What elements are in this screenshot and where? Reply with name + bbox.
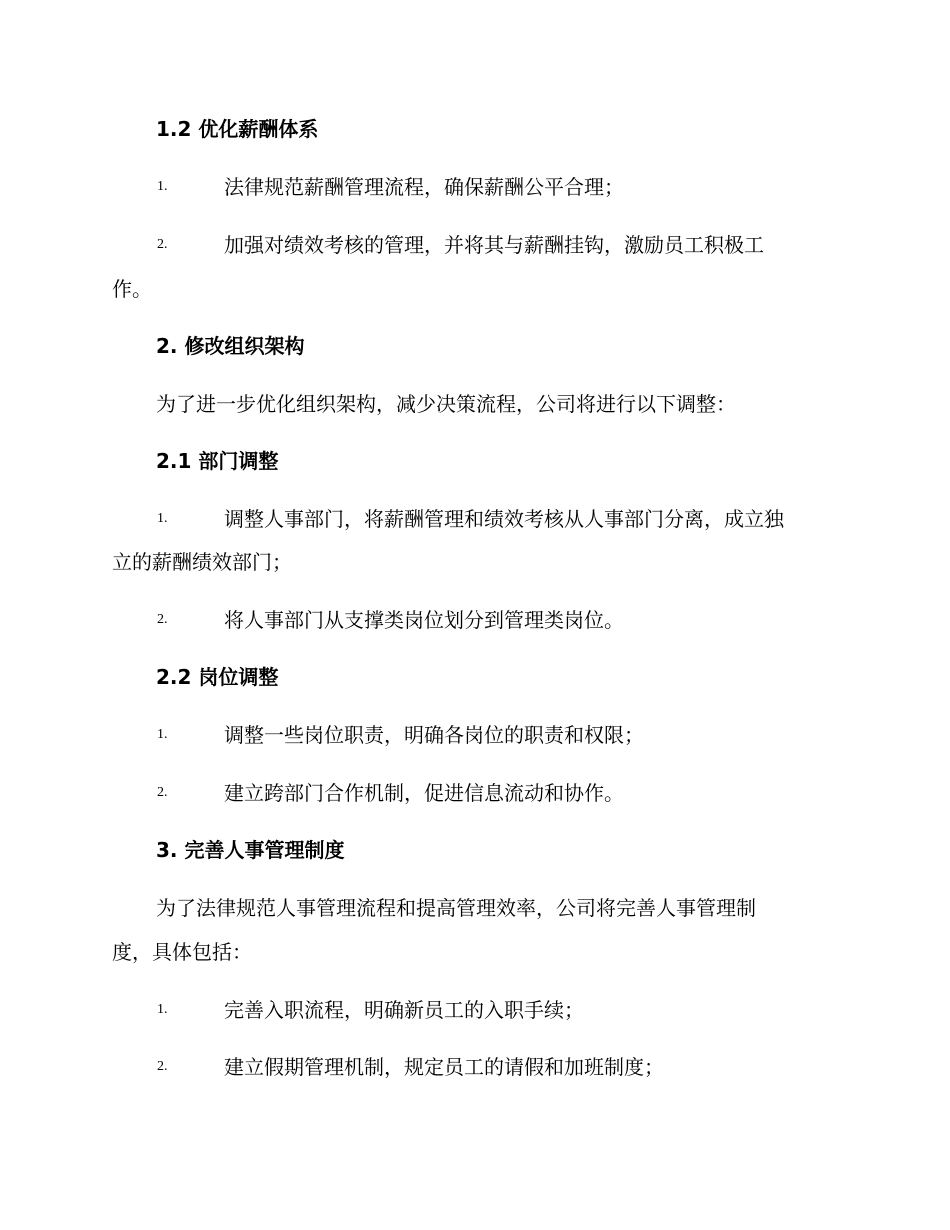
list-item-text: 建立假期管理机制，规定员工的请假和加班制度； [224,1055,664,1079]
list-item-number: 1. [157,179,168,194]
list-item-number: 1. [157,511,168,526]
paragraph: 为了进一步优化组织架构，减少决策流程，公司将进行以下调整： [156,392,736,416]
section-heading-2: 2. 修改组织架构 [156,334,305,358]
list-item-text: 完善入职流程，明确新员工的入职手续； [224,998,584,1022]
paragraph-continuation: 度，具体包括： [112,940,252,964]
list-item-text: 法律规范薪酬管理流程，确保薪酬公平合理； [224,175,624,199]
list-item-text-continuation: 立的薪酬绩效部门； [112,550,292,574]
list-item-text: 调整一些岗位职责，明确各岗位的职责和权限； [224,723,644,747]
paragraph: 为了法律规范人事管理流程和提高管理效率，公司将完善人事管理制 [156,896,756,920]
list-item-number: 1. [157,1002,168,1017]
section-heading-2-2: 2.2 岗位调整 [156,665,279,689]
list-item-text: 加强对绩效考核的管理，并将其与薪酬挂钩，激励员工积极工 [224,233,764,257]
list-item-text: 将人事部门从支撑类岗位划分到管理类岗位。 [224,608,624,632]
list-item-text-continuation: 作。 [112,277,152,301]
list-item-number: 2. [157,1059,168,1074]
list-item-text: 调整人事部门，将薪酬管理和绩效考核从人事部门分离，成立独 [224,507,784,531]
list-item-number: 2. [157,237,168,252]
list-item-number: 2. [157,785,168,800]
section-heading-2-1: 2.1 部门调整 [156,449,279,473]
list-item-number: 1. [157,727,168,742]
section-heading-1-2: 1.2 优化薪酬体系 [156,117,319,141]
list-item-number: 2. [157,612,168,627]
section-heading-3: 3. 完善人事管理制度 [156,838,345,862]
list-item-text: 建立跨部门合作机制，促进信息流动和协作。 [224,781,624,805]
